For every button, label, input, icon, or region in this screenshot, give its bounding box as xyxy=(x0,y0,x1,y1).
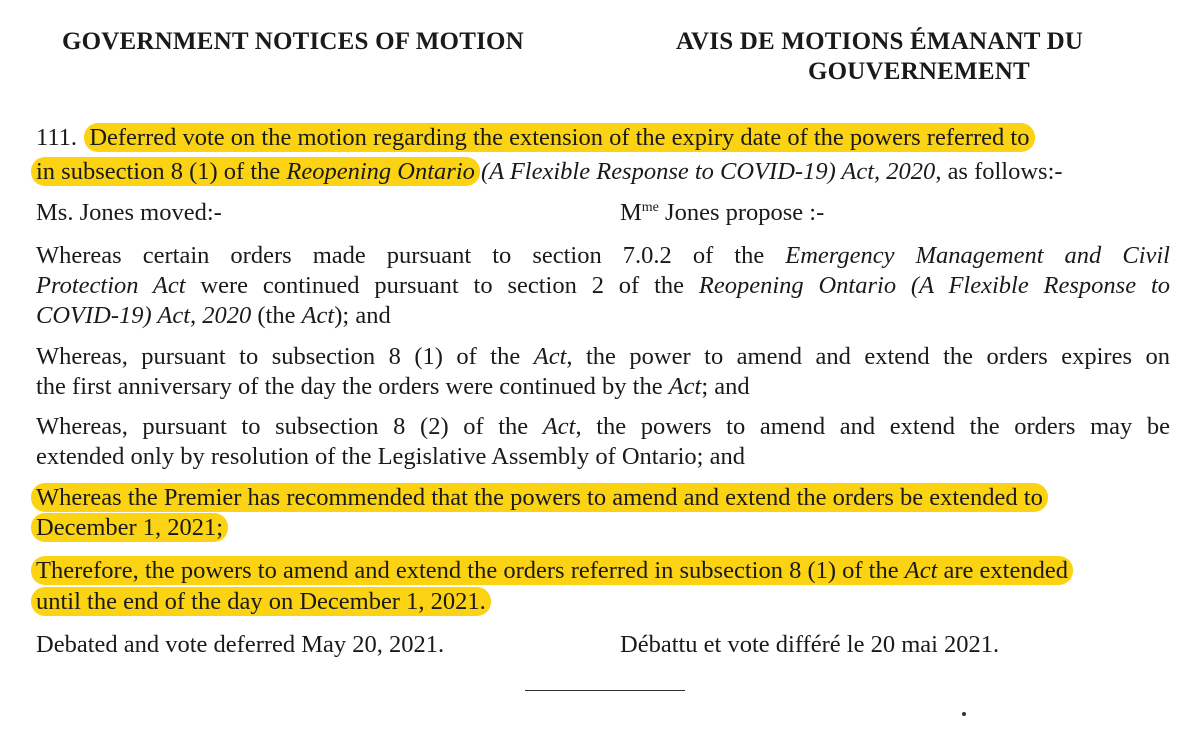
para1-text: were continued pursuant to section 2 of the xyxy=(185,272,699,299)
act-name-italic: Reopening Ontario xyxy=(286,158,475,185)
act-subtitle-italic: (A Flexible Response to COVID-19) Act, 2020 xyxy=(474,158,936,185)
para5-highlight-2: until the end of the day on December 1, 2021. xyxy=(31,587,491,616)
heading-english: GOVERNMENT NOTICES OF MOTION xyxy=(62,28,524,55)
moved-english: Ms. Jones moved:- xyxy=(36,199,222,226)
para5-italic: Act xyxy=(904,557,938,584)
motion-title-line1 xyxy=(36,124,1170,152)
para5-text: are extended xyxy=(937,557,1068,584)
para1-line2 xyxy=(36,272,1170,300)
motion-title-suffix: , as follows:- xyxy=(935,158,1063,185)
para3-text: , the powers to amend and extend the orders may be xyxy=(575,413,1170,440)
motion-title-line2 xyxy=(36,158,1170,186)
para2-line2 xyxy=(36,373,1170,401)
para2-text: , the power to amend and extend the orders expires on xyxy=(566,343,1170,370)
para5-text: Therefore, the powers to amend and extend the orders referred in subsection 8 (1) of the xyxy=(36,557,905,584)
para1-italic: Act xyxy=(301,302,335,329)
para5-line2 xyxy=(36,588,1170,616)
motion-number: 111. xyxy=(36,124,78,151)
para3-text: Whereas, pursuant to subsection 8 (2) of the xyxy=(36,413,543,440)
stray-mark xyxy=(962,712,966,716)
para4-highlight-1: Whereas the Premier has recommended that the powers to amend and extend the orders be extended to xyxy=(31,483,1048,512)
status-english: Debated and vote deferred May 20, 2021. xyxy=(36,631,445,658)
para1-italic: COVID-19) Act, 2020 xyxy=(36,302,252,329)
section-divider xyxy=(525,690,685,691)
para5-highlight-1 xyxy=(31,556,1073,585)
moved-french xyxy=(620,199,824,227)
para1-italic: Protection Act xyxy=(36,272,186,299)
para2-text: the first anniversary of the day the orders were continued by the xyxy=(36,373,669,400)
para3-line2: extended only by resolution of the Legislative Assembly of Ontario; and xyxy=(36,443,745,470)
para1-line1 xyxy=(36,242,1170,270)
para3-italic: Act xyxy=(542,413,576,440)
para1-italic: Reopening Ontario (A Flexible Response to xyxy=(698,272,1170,299)
para1-line3 xyxy=(36,302,1170,330)
para4-line1 xyxy=(36,484,1170,512)
heading-french-line1: AVIS DE MOTIONS ÉMANANT DU xyxy=(676,28,1084,55)
para2-italic: Act xyxy=(668,373,702,400)
para4-highlight-2: December 1, 2021; xyxy=(31,513,228,542)
motion-title-highlight-1: Deferred vote on the motion regarding the extension of the expiry date of the powers referred to xyxy=(84,123,1034,152)
status-french: Débattu et vote différé le 20 mai 2021. xyxy=(620,631,1000,658)
para4-line2 xyxy=(36,514,1170,542)
moved-french-sup: me xyxy=(641,200,659,215)
para5-line1 xyxy=(36,557,1170,585)
moved-french-rest: Jones propose :- xyxy=(658,199,825,226)
para1-italic: Emergency Management and Civil xyxy=(785,242,1170,269)
motion-title-text: in subsection 8 (1) of the xyxy=(36,158,287,185)
para1-text: ); and xyxy=(334,302,391,329)
motion-title-highlight-2 xyxy=(31,157,480,186)
para3-line1 xyxy=(36,413,1170,441)
para2-line1 xyxy=(36,343,1170,371)
para1-text: Whereas certain orders made pursuant to section 7.0.2 of the xyxy=(36,242,786,269)
para2-text: ; and xyxy=(701,373,750,400)
para1-text: (the xyxy=(251,302,302,329)
para2-text: Whereas, pursuant to subsection 8 (1) of the xyxy=(36,343,534,370)
moved-french-prefix: M xyxy=(620,199,642,226)
para2-italic: Act xyxy=(533,343,567,370)
heading-french-line2: GOUVERNEMENT xyxy=(808,58,1030,85)
